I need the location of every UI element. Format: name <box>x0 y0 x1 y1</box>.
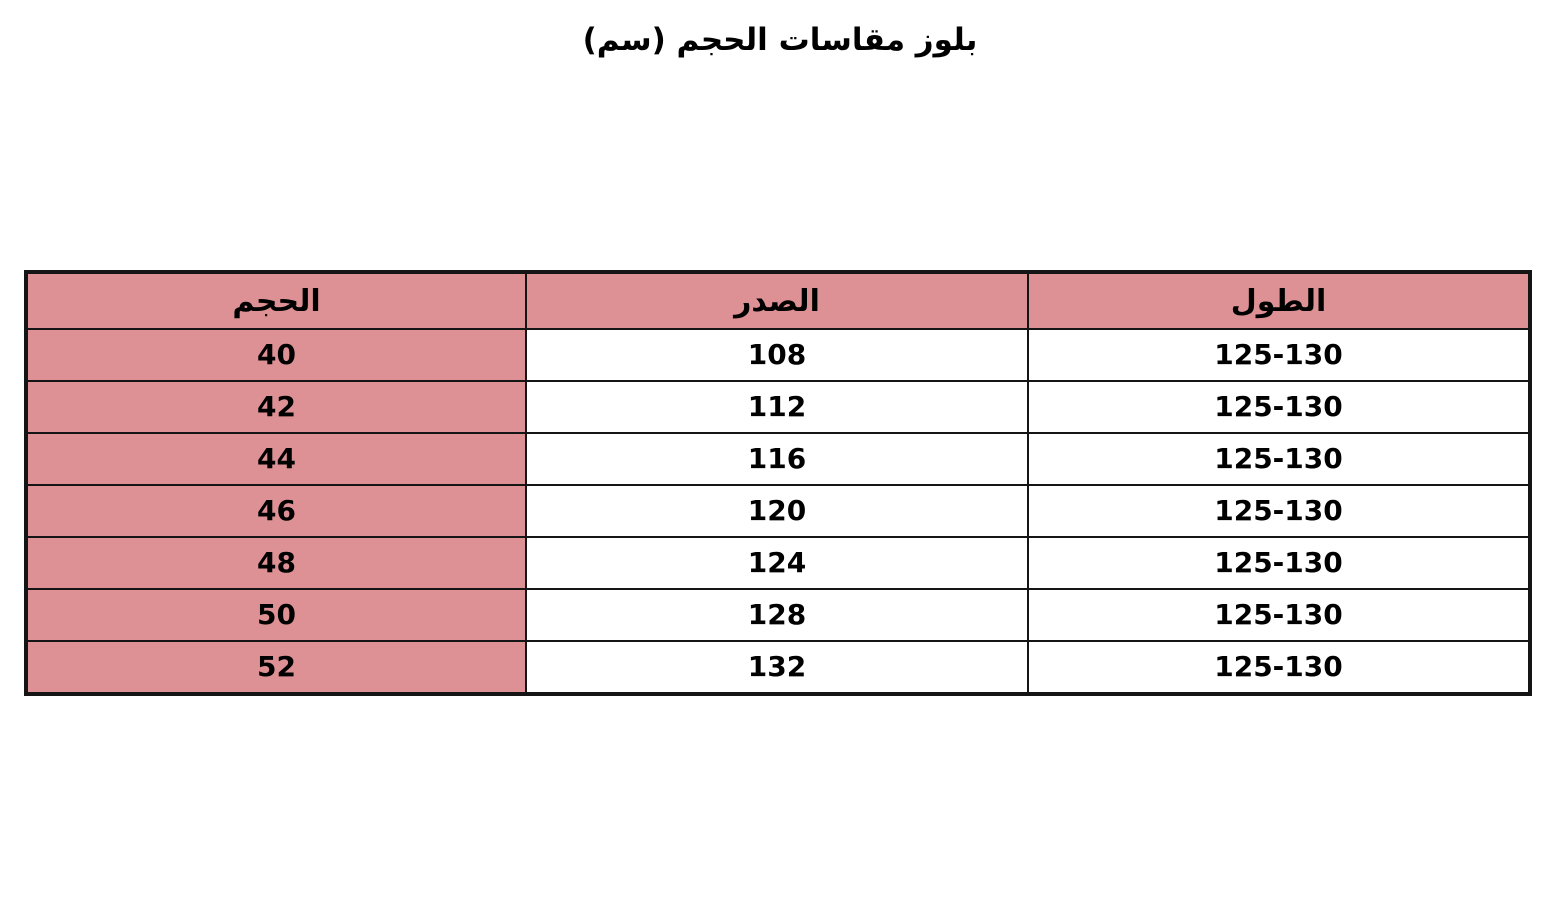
length-value: 125-130 <box>1214 597 1343 631</box>
column-header-length: الطول <box>1028 272 1530 329</box>
size-value: 40 <box>257 337 296 371</box>
length-value: 125-130 <box>1214 493 1343 527</box>
chest-value: 112 <box>747 389 807 423</box>
size-table <box>24 270 1532 696</box>
table-row <box>26 381 1530 433</box>
size-value: 52 <box>257 649 296 683</box>
cell-length <box>1028 381 1530 433</box>
length-value: 125-130 <box>1214 389 1343 423</box>
length-value: 125-130 <box>1214 649 1343 683</box>
length-value: 125-130 <box>1214 337 1343 371</box>
page-title: بلوز مقاسات الحجم (سم) <box>582 22 978 58</box>
size-value: 48 <box>257 545 296 579</box>
chest-value: 124 <box>747 545 807 579</box>
cell-length <box>1028 641 1530 694</box>
table-row <box>26 589 1530 641</box>
table-header <box>26 272 1530 329</box>
cell-size <box>26 537 526 589</box>
table-row <box>26 537 1530 589</box>
column-header-size: الحجم <box>26 272 526 329</box>
cell-length <box>1028 485 1530 537</box>
cell-chest <box>526 329 1028 381</box>
cell-length <box>1028 433 1530 485</box>
cell-size <box>26 381 526 433</box>
chest-value: 108 <box>747 337 807 371</box>
table-row <box>26 329 1530 381</box>
cell-length <box>1028 537 1530 589</box>
size-table-container <box>28 270 1532 696</box>
table-body <box>26 329 1530 694</box>
cell-chest <box>526 589 1028 641</box>
chest-value: 116 <box>747 441 807 475</box>
cell-chest <box>526 641 1028 694</box>
table-row <box>26 641 1530 694</box>
size-value: 42 <box>257 389 296 423</box>
cell-chest <box>526 537 1028 589</box>
cell-size <box>26 641 526 694</box>
chest-value: 132 <box>747 649 807 683</box>
length-value: 125-130 <box>1214 441 1343 475</box>
cell-size <box>26 485 526 537</box>
chest-value: 120 <box>747 493 807 527</box>
column-header-chest: الصدر <box>526 272 1028 329</box>
cell-size <box>26 589 526 641</box>
cell-chest <box>526 433 1028 485</box>
table-row <box>26 485 1530 537</box>
length-value: 125-130 <box>1214 545 1343 579</box>
cell-size <box>26 329 526 381</box>
cell-chest <box>526 381 1028 433</box>
cell-size <box>26 433 526 485</box>
cell-length <box>1028 589 1530 641</box>
table-row <box>26 433 1530 485</box>
size-value: 50 <box>257 597 296 631</box>
chest-value: 128 <box>747 597 807 631</box>
cell-length <box>1028 329 1530 381</box>
size-value: 46 <box>257 493 296 527</box>
cell-chest <box>526 485 1028 537</box>
table-header-row <box>26 272 1530 329</box>
size-value: 44 <box>257 441 296 475</box>
